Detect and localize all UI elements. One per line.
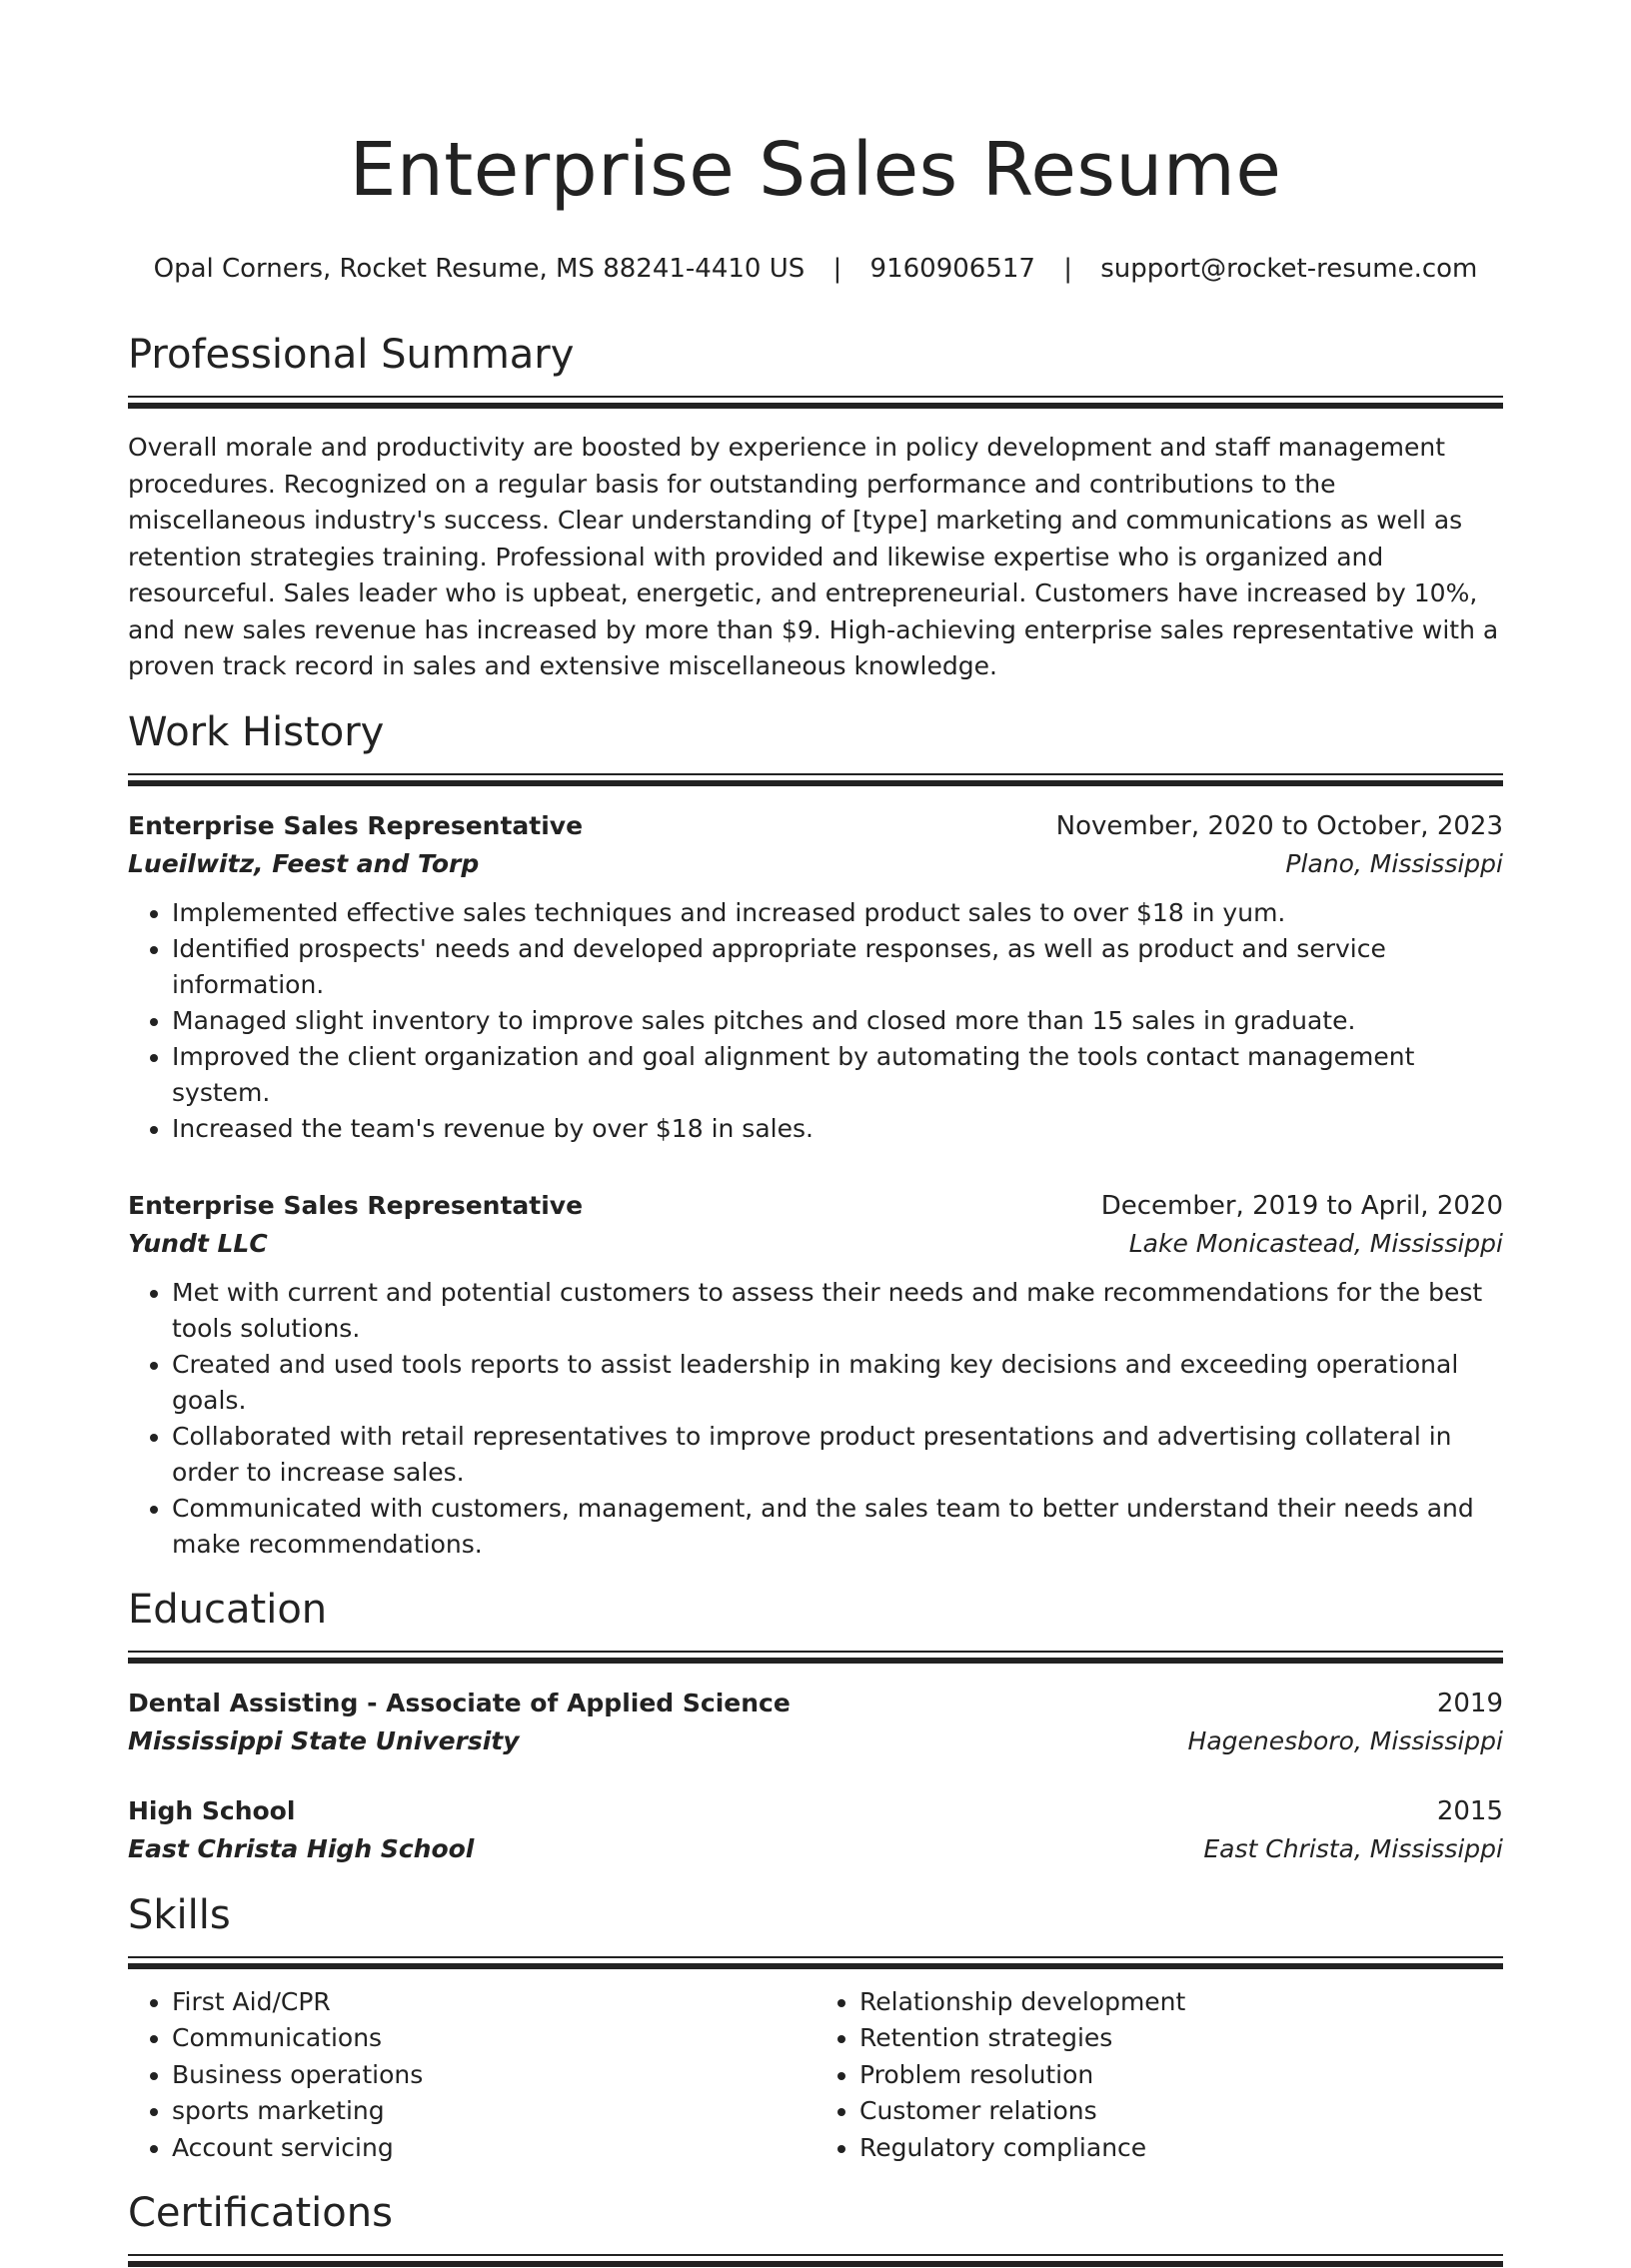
list-item: • First Aid/CPR [172, 1984, 816, 2021]
list-item: • Met with current and potential customers to assess their needs and make recommendations for the best tools solutions. [172, 1275, 1503, 1347]
skills-list-right [816, 1984, 1503, 2167]
job-bullets [128, 895, 1503, 1147]
list-item: • Improved the client organization and goal alignment by automating the tools contact management system. [172, 1039, 1503, 1111]
job-dates: December, 2019 to April, 2020 [1100, 1190, 1503, 1221]
education-year: 2015 [1436, 1795, 1503, 1826]
job-dates: November, 2020 to October, 2023 [1055, 810, 1503, 841]
skills-columns [128, 1984, 1503, 2167]
job-company: Lueilwitz, Feest and Torp [128, 848, 480, 878]
list-item: • Problem resolution [859, 2057, 1503, 2094]
section-heading-work: Work History [128, 708, 385, 755]
job-company: Yundt LLC [128, 1228, 268, 1258]
list-item: • Increased the team's revenue by over $18 in sales. [172, 1111, 1503, 1147]
list-item: • Relationship development [859, 1984, 1503, 2021]
list-item: • Communicated with customers, management, and the sales team to better understand their needs and make recommendations. [172, 1491, 1503, 1563]
education-year: 2019 [1436, 1688, 1503, 1718]
job-title: Enterprise Sales Representative [128, 1190, 584, 1220]
job-title: Enterprise Sales Representative [128, 810, 584, 840]
certifications-section [128, 2188, 1503, 2268]
education-degree: Dental Assisting - Associate of Applied Science [128, 1688, 791, 1717]
section-heading-summary: Professional Summary [128, 332, 575, 378]
education-school: Mississippi State University [128, 1725, 520, 1755]
list-item: • Created and used tools reports to assist leadership in making key decisions and exceeding operational goals. [172, 1347, 1503, 1419]
education-location: Hagenesboro, Mississippi [1187, 1725, 1503, 1755]
list-item: • Implemented effective sales techniques and increased product sales to over $18 in yum. [172, 895, 1503, 931]
section-divider [128, 1956, 1503, 1970]
section-heading-skills: Skills [128, 1891, 231, 1938]
education-section [128, 1585, 1503, 1868]
job-location: Lake Monicastead, Mississippi [1128, 1228, 1503, 1258]
education-entry [128, 1685, 1503, 1760]
education-entry [128, 1792, 1503, 1868]
section-divider [128, 1651, 1503, 1665]
list-item: • Business operations [172, 2057, 816, 2094]
job-entry [128, 1187, 1503, 1563]
list-item: • Customer relations [859, 2093, 1503, 2130]
job-bullets [128, 1275, 1503, 1563]
education-school: East Christa High School [128, 1833, 475, 1863]
section-divider [128, 396, 1503, 410]
contact-address: Opal Corners, Rocket Resume, MS 88241-4410 US [153, 254, 806, 284]
contact-separator: | [1063, 254, 1072, 284]
list-item: • Communications [172, 2020, 816, 2057]
summary-section [128, 330, 1503, 685]
list-item: • Account servicing [172, 2130, 816, 2167]
section-heading-certifications: Certifications [128, 2190, 393, 2236]
resume-title: Enterprise Sales Resume [349, 127, 1282, 213]
list-item: • Managed slight inventory to improve sales pitches and closed more than 15 sales in graduate. [172, 1003, 1503, 1039]
list-item: • Collaborated with retail representatives to improve product presentations and advertising collateral in order to increase sales. [172, 1419, 1503, 1491]
section-heading-education: Education [128, 1586, 328, 1633]
list-item: • sports marketing [172, 2093, 816, 2130]
work-history-section [128, 707, 1503, 1563]
education-degree: High School [128, 1795, 296, 1825]
contact-email[interactable]: support@rocket-resume.com [1100, 254, 1478, 284]
list-item: • Identified prospects' needs and developed appropriate responses, as well as product and service information. [172, 931, 1503, 1003]
section-divider [128, 2254, 1503, 2268]
job-location: Plano, Mississippi [1285, 848, 1503, 878]
section-divider [128, 773, 1503, 787]
contact-phone: 9160906517 [869, 254, 1035, 284]
summary-text: Overall morale and productivity are boosted by experience in policy development and staff management procedures. Recognized on a regular basis for outstanding performance and contributions to the miscellaneous industry's success. Clear understanding of [type] marketing and communications as well as retention strategies training. Professional with provided and likewise expertise who is organized and resourceful. Sales leader who is upbeat, energetic, and entrepreneurial. Customers have increased by 10%, and new sales revenue has increased by more than $9. High-achieving enterprise sales representative with a proven track record in sales and extensive miscellaneous knowledge. [128, 433, 1499, 680]
job-entry [128, 807, 1503, 1147]
education-location: East Christa, Mississippi [1203, 1833, 1503, 1863]
contact-line [128, 252, 1503, 286]
skills-section [128, 1890, 1503, 2167]
list-item: • Regulatory compliance [859, 2130, 1503, 2167]
list-item: • Retention strategies [859, 2020, 1503, 2057]
contact-separator: | [832, 254, 842, 284]
skills-list-left [128, 1984, 816, 2167]
